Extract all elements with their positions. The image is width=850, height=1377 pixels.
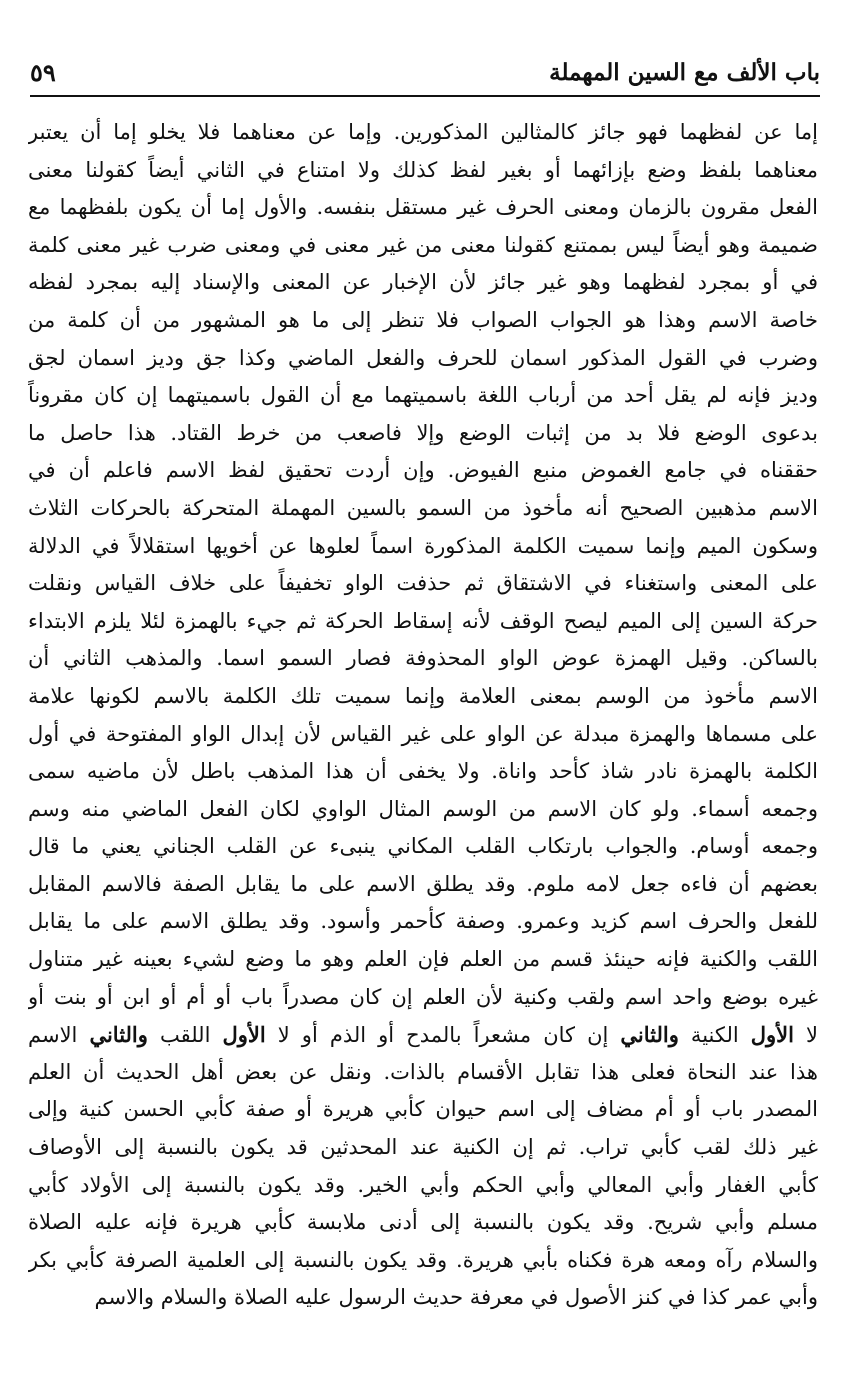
text-line: حركة السين إلى الميم ليصح الوقف لأنه إسقاط الحركة ثم جيء بالهمزة لئلا يلزم الابتداء	[28, 608, 818, 633]
text-line: على المعنى واستغناء في الاشتقاق ثم حذفت الواو تخفيفاً على خلاف القياس ونقلت	[28, 571, 818, 596]
text-line: الفعل مقرون بالزمان ومعنى الحرف غير مستقل بنفسه. والأول إما أن يكون بلفظهما مع	[28, 195, 818, 220]
text-line: بعضهم أن فاءه جعل لامه ملوم. وقد يطلق الاسم على ما يقابل الصفة فالاسم المقابل	[28, 871, 818, 896]
header-rule	[30, 95, 820, 97]
text-line: مسلم وأبي شريح. وقد يكون بالنسبة إلى أدنى ملابسة كأبي هريرة فإنه عليه الصلاة	[28, 1210, 818, 1235]
text-line: على مسماها والهمزة مبدلة عن الواو على غير القياس لأن إبدال الواو المفتوحة في أول	[28, 721, 818, 746]
text-line: غير ذلك لقب كأبي تراب. ثم إن الكنية عند المحدثين قد يكون بالنسبة إلى الأوصاف	[28, 1135, 818, 1160]
text-line: وجمعه أوسام. والجواب بارتكاب القلب المكاني ينبىء عن القلب الجناني يعني ما قال	[28, 834, 818, 859]
text-line: للفعل والحرف اسم كزيد وعمرو. وصفة كأحمر وأسود. وقد يطلق الاسم على ما يقابل	[28, 909, 818, 934]
text-line: لا الأول الكنية والثاني إن كان مشعراً بالمدح أو الذم أو لا الأول اللقب والثاني الاسم	[28, 1022, 818, 1048]
text-line: وجمعه أسماء. ولو كان الاسم من الوسم المثال الواوي لكان الفعل الماضي منه وسم	[28, 796, 818, 821]
text-line: بالساكن. وقيل الهمزة عوض الواو المحذوفة فصار السمو اسما. والمذهب الثاني أن	[28, 646, 818, 671]
text-line: معناهما بلفظ وضع بإزائهما أو بغير لفظ كذلك ولا امتناع في الثاني أيضاً كقولنا معنى	[28, 157, 818, 182]
text-line: والسلام رآه ومعه هرة فكناه بأبي هريرة. وقد يكون بالنسبة إلى العلمية الصرفة كأبي بكر	[28, 1247, 818, 1272]
page-number: ٥٩	[30, 57, 56, 87]
text-line: حققناه في جامع الغموض منبع الفيوض. وإن أردت تحقيق لفظ الاسم فاعلم أن في	[28, 458, 818, 483]
header-title: باب الألف مع السين المهملة	[549, 58, 820, 86]
text-line: الاسم مأخوذ من الوسم بمعنى العلامة وإنما سميت تلك الكلمة بالاسم لكونها علامة	[28, 683, 818, 708]
text-line: كأبي الغفار وأبي المعالي وأبي الحكم وأبي الخير. وقد يكون بالنسبة إلى الأولاد كأبي	[28, 1172, 818, 1197]
text-line: المصدر باب أو أم مضاف إلى اسم حيوان كأبي هريرة أو صفة كأبي الحسن كنية وإلى	[28, 1097, 818, 1122]
bold-term: والثاني	[620, 1022, 679, 1048]
bold-term: الأول	[222, 1022, 266, 1048]
text-line: إما عن لفظهما فهو جائز كالمثالين المذكورين. وإما عن معناهما فلا يخلو إما أن يعتبر	[28, 120, 818, 144]
text-line: ضميمة وهو أيضاً ليس بممتنع كقولنا معنى من غير معنى في ومعنى ضرب غير معنى كلمة	[28, 232, 818, 257]
text-line: اللقب والكنية فإنه حينئذ قسم من العلم فإن العلم وهو ما وضع لشيء بعينه غير متناول	[28, 947, 818, 972]
text-line: هذا عند النحاة فعلى هذا تقابل الأقسام بالذات. ونقل عن بعض أهل الحديث أن العلم	[28, 1059, 818, 1084]
text-line: الكلمة بالهمزة نادر شاذ كأحد واناة. ولا يخفى أن هذا المذهب باطل لأن ماضيه سمى	[28, 759, 818, 784]
body-text	[28, 114, 818, 1317]
text-line: في أو بمجرد لفظهما وهو غير جائز لأن الإخبار عن المعنى والإسناد إليه بمجرد لفظه	[28, 270, 818, 295]
text-line: وديز فإنه لم يقل أحد من أرباب اللغة باسميتهما مع أن القول باسميتهما إن كان مقروناً	[28, 383, 818, 408]
text-line: بدعوى الوضع فلا بد من إثبات الوضع وإلا فاصعب من خرط القتاد. هذا حاصل ما	[28, 420, 818, 445]
text-line: وسكون الميم وإنما سميت الكلمة المذكورة اسماً لعلوها عن أخويها استقلالاً في الدلالة	[28, 533, 818, 558]
text-line: وضرب في القول المذكور اسمان للحرف والفعل الماضي وكذا جق وديز اسمان لجق	[28, 345, 818, 370]
text-line: الاسم مذهبين الصحيح أنه مأخوذ من السمو بالسين المهملة المتحركة بالحركات الثلاث	[28, 495, 818, 520]
running-header	[30, 52, 820, 92]
bold-term: الأول	[750, 1022, 794, 1048]
text-line: وأبي عمر كذا في كنز الأصول في معرفة حديث الرسول عليه الصلاة والسلام والاسم	[94, 1285, 818, 1310]
text-line: غيره بوضع واحد اسم ولقب وكنية لأن العلم إن كان مصدراً باب أو أم أو ابن أو بنت أو	[28, 984, 818, 1009]
bold-term: والثاني	[89, 1022, 148, 1048]
text-line: خاصة الاسم وهذا هو الجواب الصواب فلا تنظر إلى ما هو المشهور من أن كلمة من	[28, 307, 818, 332]
